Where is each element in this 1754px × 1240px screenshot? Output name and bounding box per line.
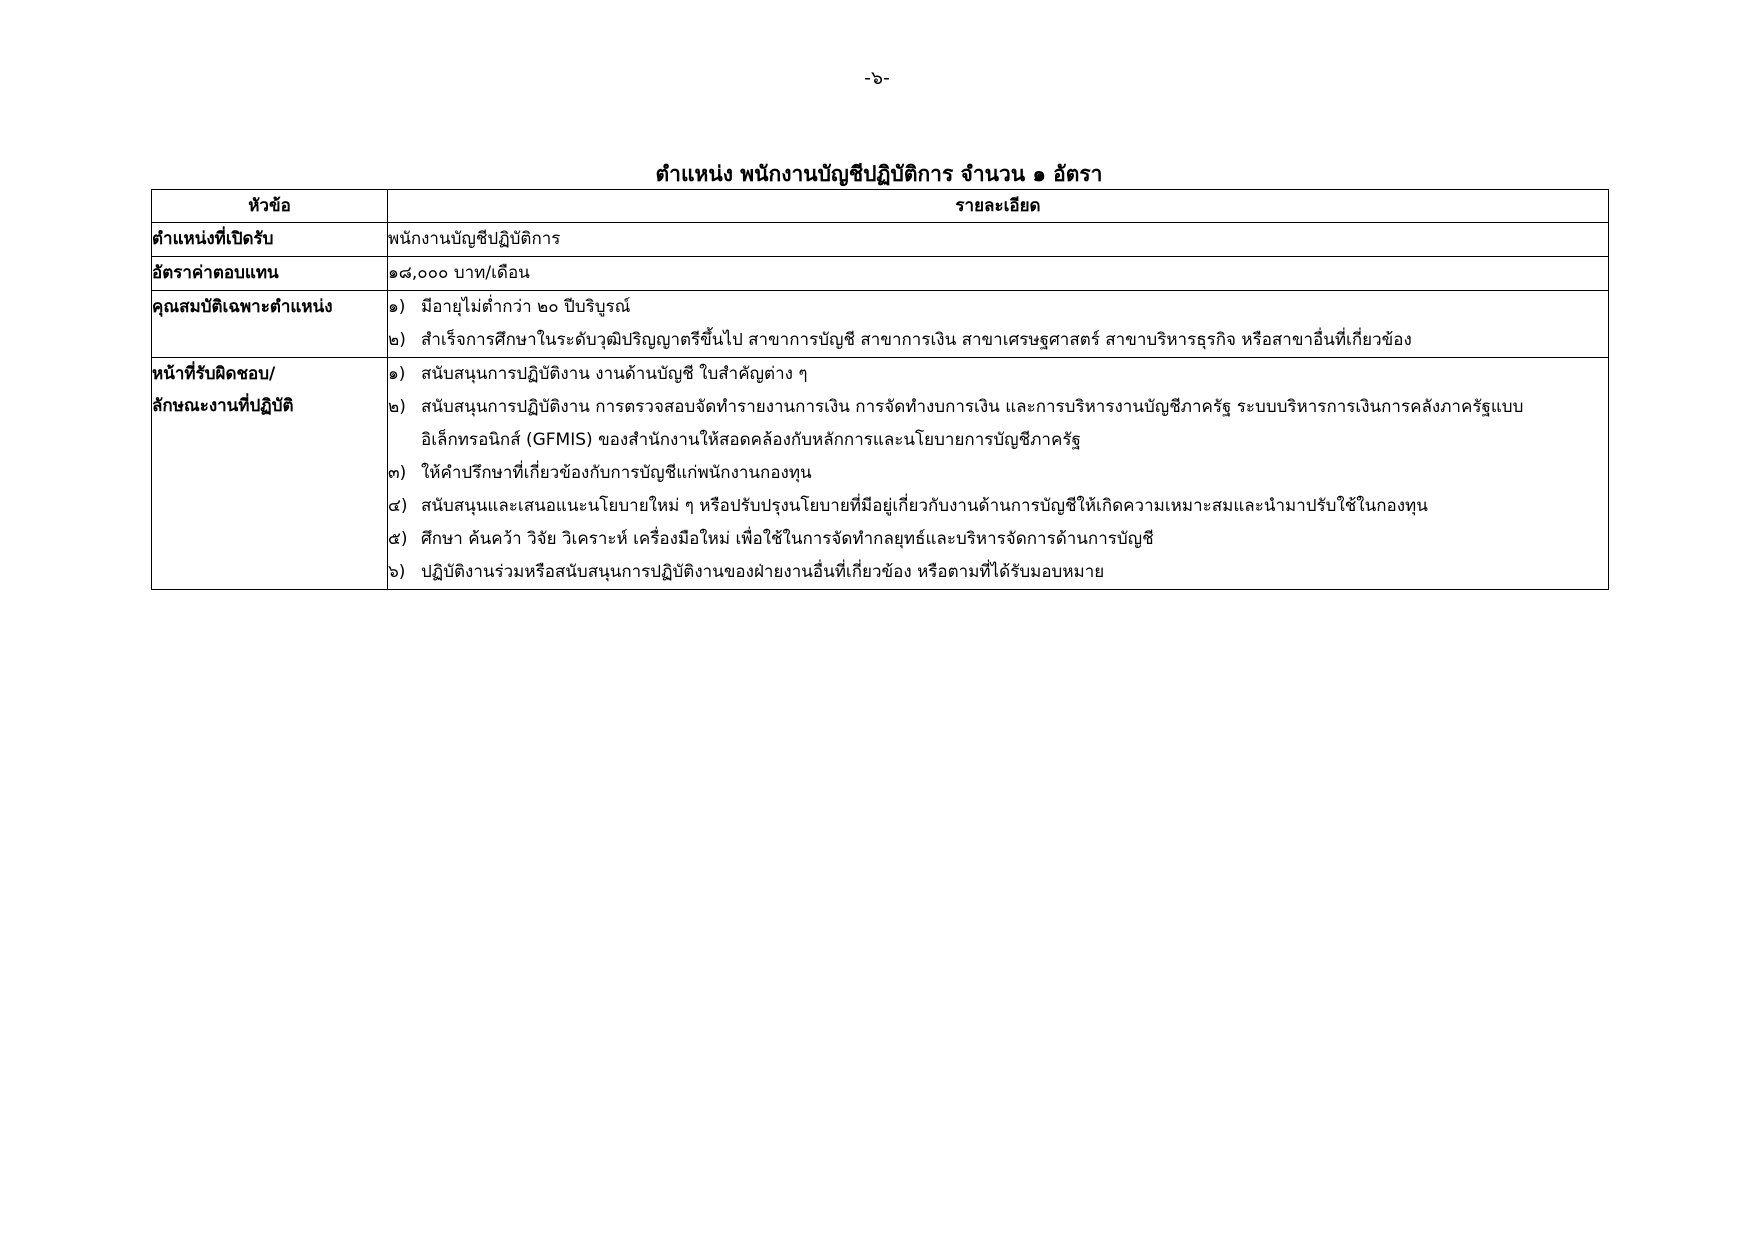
qualification-list bbox=[388, 291, 1608, 357]
item-number: ๑) bbox=[388, 364, 406, 384]
row-detail-position: พนักงานบัญชีปฏิบัติการ bbox=[388, 223, 1609, 257]
row-detail-salary: ๑๘,๐๐๐ บาท/เดือน bbox=[388, 257, 1609, 291]
row-topic-qualifications bbox=[152, 291, 388, 358]
row-topic-position bbox=[152, 223, 388, 257]
item-number: ๕) bbox=[388, 529, 408, 549]
document-title: ตำแหน่ง พนักงานบัญชีปฏิบัติการ จำนวน ๑ อัตรา bbox=[655, 162, 1103, 186]
item-text: ให้คำปรึกษาที่เกี่ยวข้องกับการบัญชีแก่พนักงานกองทุน bbox=[421, 463, 812, 483]
position-spec-table bbox=[151, 189, 1609, 590]
item-number: ๖) bbox=[388, 562, 406, 582]
table-row bbox=[152, 257, 1609, 291]
item-text: มีอายุไม่ต่ำกว่า ๒๐ ปีบริบูรณ์ bbox=[421, 297, 631, 317]
item-text: สำเร็จการศึกษาในระดับวุฒิปริญญาตรีขึ้นไป สาขาการบัญชี สาขาการเงิน สาขาเศรษฐศาสตร์ สาขาบริหารธุรกิจ หรือสาขาอื่นที่เกี่ยวข้อง bbox=[421, 330, 1412, 350]
item-text: ปฏิบัติงานร่วมหรือสนับสนุนการปฏิบัติงานของฝ่ายงานอื่นที่เกี่ยวข้อง หรือตามที่ได้รับมอบหมาย bbox=[421, 562, 1105, 582]
item-number: ๑) bbox=[388, 297, 406, 317]
table-row bbox=[152, 358, 1609, 590]
topic-line: ลักษณะงานที่ปฏิบัติ bbox=[152, 396, 294, 416]
row-topic-duties bbox=[152, 358, 388, 590]
row-detail-qualifications bbox=[388, 291, 1609, 358]
topic-line: หน้าที่รับผิดชอบ/ bbox=[152, 364, 276, 384]
row-detail-duties bbox=[388, 358, 1609, 590]
table-row bbox=[152, 291, 1609, 358]
item-number: ๓) bbox=[388, 463, 407, 483]
table-row bbox=[152, 223, 1609, 257]
list-item bbox=[388, 391, 1608, 457]
item-number: ๔) bbox=[388, 496, 408, 516]
list-item bbox=[388, 523, 1608, 556]
list-item bbox=[388, 556, 1608, 589]
item-text: ศึกษา ค้นคว้า วิจัย วิเคราะห์ เครื่องมือใหม่ เพื่อใช้ในการจัดทำกลยุทธ์และบริหารจัดการด้านการบัญชี bbox=[421, 529, 1154, 549]
list-item bbox=[388, 358, 1608, 391]
header-detail: รายละเอียด bbox=[388, 190, 1609, 223]
list-item bbox=[388, 291, 1608, 324]
list-item bbox=[388, 490, 1608, 523]
topic-line: คุณสมบัติเฉพาะตำแหน่ง bbox=[152, 297, 333, 317]
page-number: -๖- bbox=[864, 67, 890, 89]
item-text: สนับสนุนการปฏิบัติงาน การตรวจสอบจัดทำรายงานการเงิน การจัดทำงบการเงิน และการบริหารงานบัญชีภาครัฐ ระบบบริหารการเงินการคลังภาครัฐแบบอิเล็กทรอนิกส์ (GFMIS) ของสำนักงานให้สอดคล้องกับหลักการและนโยบายการบัญชีภาครัฐ bbox=[421, 397, 1524, 450]
table-header-row bbox=[152, 190, 1609, 223]
duty-list bbox=[388, 358, 1608, 589]
header-topic: หัวข้อ bbox=[152, 190, 388, 223]
list-item bbox=[388, 324, 1608, 357]
row-topic-salary bbox=[152, 257, 388, 291]
topic-line: ตำแหน่งที่เปิดรับ bbox=[152, 229, 274, 249]
topic-line: อัตราค่าตอบแทน bbox=[152, 263, 279, 283]
item-number: ๒) bbox=[388, 330, 406, 350]
item-number: ๒) bbox=[388, 397, 406, 417]
item-text: สนับสนุนและเสนอแนะนโยบายใหม่ ๆ หรือปรับปรุงนโยบายที่มีอยู่เกี่ยวกับงานด้านการบัญชีให้เกิดความเหมาะสมและนำมาปรับใช้ในกองทุน bbox=[421, 496, 1428, 516]
item-text: สนับสนุนการปฏิบัติงาน งานด้านบัญชี ใบสำคัญต่าง ๆ bbox=[421, 364, 808, 384]
list-item bbox=[388, 457, 1608, 490]
